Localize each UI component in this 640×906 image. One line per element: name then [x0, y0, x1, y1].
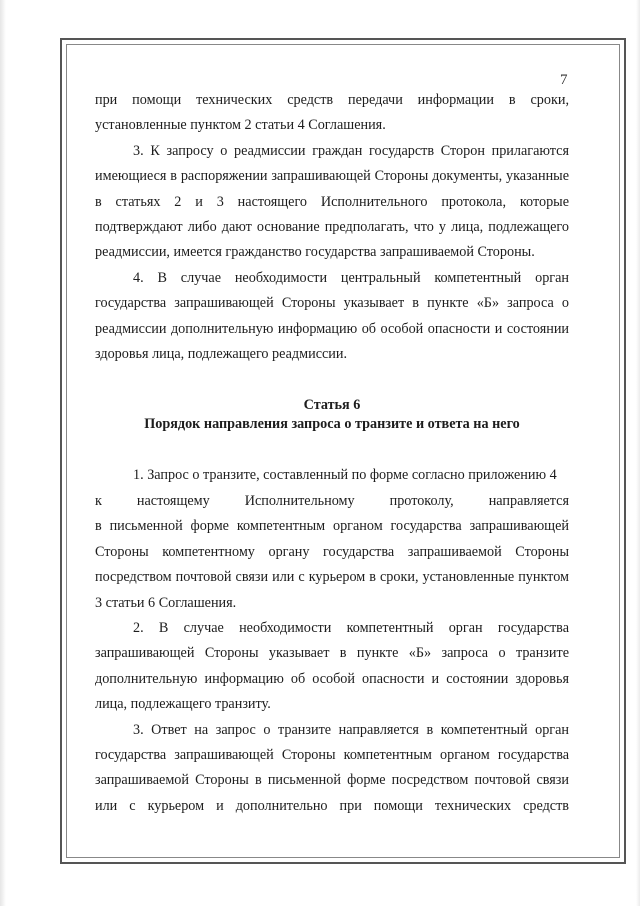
- section-paragraph-1-rest: в письменной форме компетентным органом государства запрашивающей Стороны компетентному органу государства запрашиваемой Стороны посредством почтовой связи или с курьером в сроки, установленные пунктом 3 статьи 6 Соглашения.: [95, 518, 569, 611]
- section-subtitle: Порядок направления запроса о транзите и ответа на него: [144, 416, 520, 433]
- page-number: 7: [560, 72, 568, 88]
- section-heading: [95, 396, 569, 434]
- document-body: [95, 88, 569, 819]
- section-paragraph-1-line-2: к настоящему Исполнительному протоколу, направляется: [95, 492, 569, 509]
- scan-edge-left: [0, 0, 6, 906]
- scan-edge-right: [636, 0, 640, 906]
- paragraph-continuation: при помощи технических средств передачи информации в сроки, установленные пунктом 2 статьи 4 Соглашения.: [95, 92, 569, 134]
- section-paragraph-1-line-1: 1. Запрос о транзите, составленный по форме согласно приложению 4: [133, 467, 557, 484]
- section-paragraph-3: 3. Ответ на запрос о транзите направляется в компетентный орган государства запрашивающей Стороны компетентным органом государства запрашиваемой Стороны в письменной форме посредством почтовой связи или с курьером и дополнительно при помощи технических средств: [95, 721, 569, 814]
- section-paragraph-2: 2. В случае необходимости компетентный орган государства запрашивающей Стороны указывает в пункте «Б» запроса о транзите дополнительную информацию об особой опасности и состоянии здоровья лица, подлежащего транзиту.: [95, 619, 569, 713]
- section-title: Статья 6: [303, 397, 361, 414]
- paragraph-item-4: 4. В случае необходимости центральный компетентный орган государства запрашивающей Стороны указывает в пункте «Б» запроса о реадмиссии дополнительную информацию об особой опасности и состоянии здоровья лица, подлежащего реадмиссии.: [95, 269, 569, 363]
- paragraph-item-3: 3. К запросу о реадмиссии граждан государств Сторон прилагаются имеющиеся в распоряжении запрашивающей Стороны документы, указанные в статьях 2 и 3 настоящего Исполнительного протокола, которые подтверждают либо дают основание предполагать, что у лица, подлежащего реадмиссии, имеется гражданство государства запрашиваемой Стороны.: [95, 142, 569, 261]
